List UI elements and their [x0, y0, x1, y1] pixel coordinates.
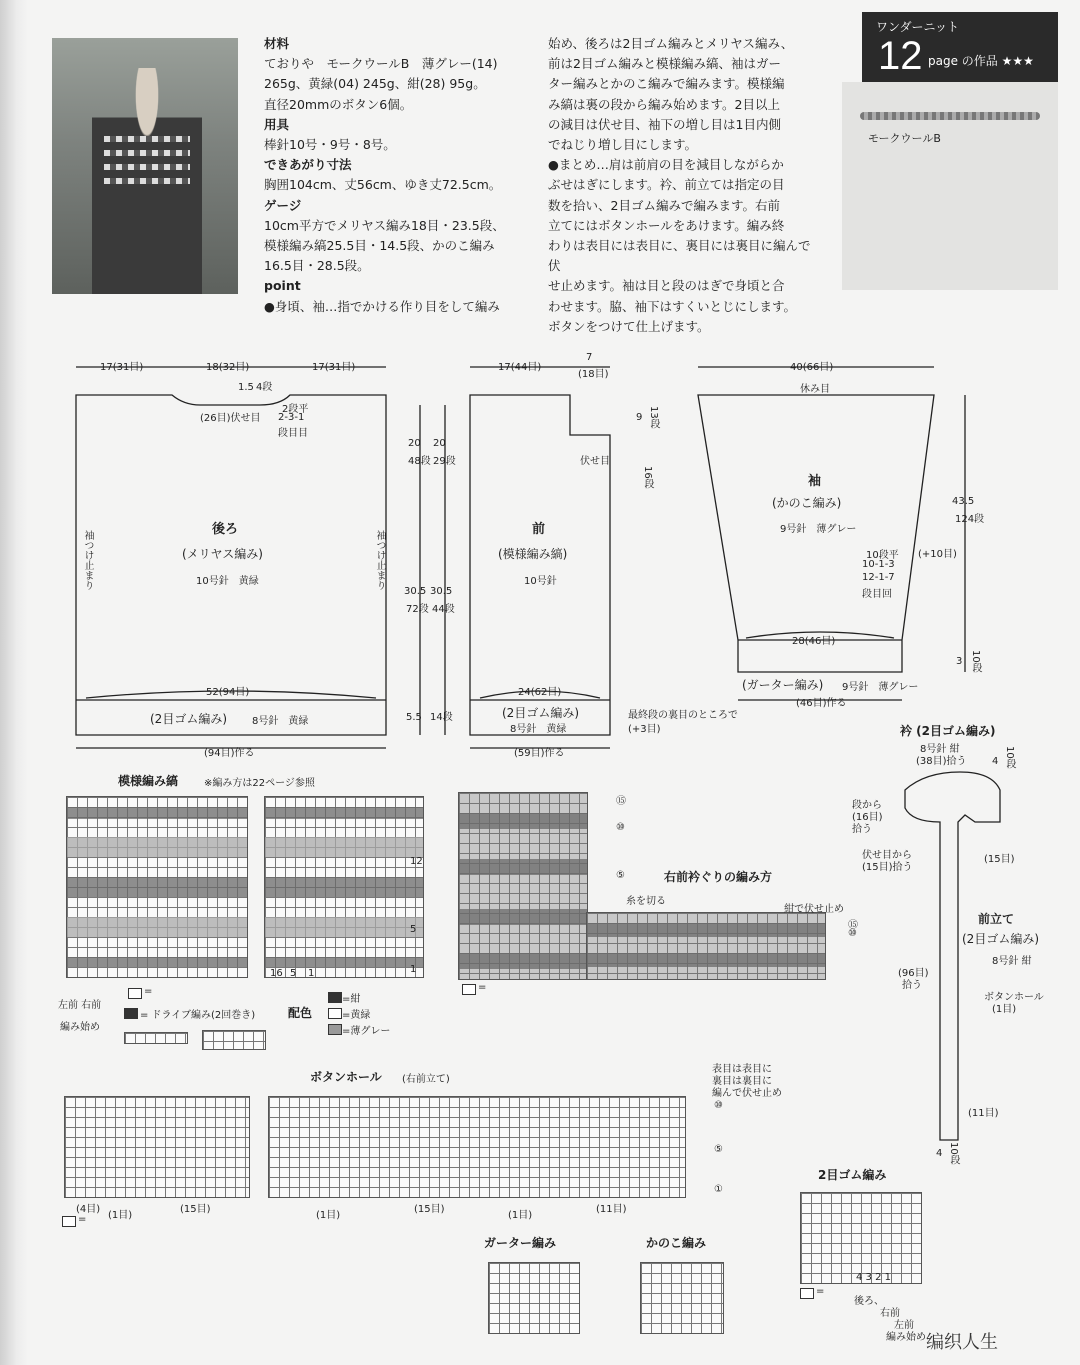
instruction-line: 用具 [264, 116, 290, 132]
stripe-chart-right [264, 796, 424, 978]
buttonhole-chart-right [268, 1096, 686, 1198]
instruction-line: ボタンをつけて仕上げます。 [548, 318, 710, 334]
front-title: 前 [532, 522, 546, 537]
page-number: 12 [878, 34, 923, 78]
sleeve-title: 袖 [808, 474, 822, 489]
neck-chart-title: 右前衿ぐりの編み方 [664, 870, 773, 884]
instruction-line: 直径20mmのボタン6個。 [264, 96, 413, 112]
instruction-line: ぶせはぎにします。衿、前立ては指定の目 [548, 177, 785, 193]
instruction-line: せ止めます。袖は目と段のはぎで身頃と合 [548, 278, 785, 294]
instruction-line: 棒針10号・9号・8号。 [264, 137, 396, 153]
instruction-line: ておりや モークウールB 薄グレー(14) [264, 56, 498, 72]
instruction-line: の減目は伏せ目、袖下の増し目は1目内側 [548, 116, 781, 132]
kanoko-chart [640, 1262, 724, 1334]
back-title: 後ろ [212, 522, 239, 537]
instruction-line: ター編みとかのこ編みで編みます。模様編 [548, 76, 785, 92]
instruction-line: 模様編み縞25.5目・14.5段、かのこ編み [264, 238, 495, 254]
neck-chart-lower [586, 912, 826, 980]
buttonhole-chart-title: ボタンホール [310, 1070, 382, 1084]
instruction-line: 16.5目・28.5段。 [264, 258, 370, 274]
instruction-line: わせます。脇、袖下はすくいとじにします。 [548, 298, 797, 314]
instruction-line: 材料 [264, 36, 290, 51]
watermark: 编织人生 [926, 1332, 998, 1353]
page-suffix: page の作品 ★★★ [928, 54, 1034, 68]
instruction-line: ゲージ [264, 197, 302, 213]
legend-cable [124, 1032, 188, 1044]
instruction-line: でねじり増し目にします。 [548, 137, 698, 153]
stripe-chart-title: 模様編み縞 [118, 774, 179, 788]
kanoko-title: かのこ編み [646, 1236, 707, 1250]
instruction-line: 前は2目ゴム編みと模様編み縞、袖はガー [548, 56, 781, 72]
instruction-line: み縞は裏の段から編み始めます。2目以上 [548, 96, 780, 112]
instruction-line: point [264, 278, 301, 294]
rib-title: 2目ゴム編み [818, 1168, 887, 1182]
instruction-line: 数を拾い、2目ゴム編みで編みます。右前 [548, 197, 780, 213]
legend-drive-box [124, 1008, 138, 1019]
legend-knit-box [128, 988, 142, 999]
instruction-line: 10cm平方でメリヤス編み18目・23.5段、 [264, 217, 505, 233]
yarn-label: モークウールB [868, 132, 941, 145]
instruction-line: ●身頃、袖…指でかける作り目をして編み [264, 298, 500, 314]
instruction-line: 立てにはボタンホールをあけます。編み終 [548, 217, 785, 233]
stripe-chart-left [66, 796, 248, 978]
garter-chart [488, 1262, 580, 1334]
instruction-line: できあがり寸法 [264, 157, 352, 173]
instruction-line: 265g、黄緑(04) 245g、紺(28) 95g。 [264, 76, 486, 92]
buttonhole-chart-left [64, 1096, 250, 1198]
color-title: 配色 [288, 1006, 313, 1020]
rib-chart [800, 1192, 922, 1284]
instruction-line: ●まとめ…肩は前肩の目を減目しながらか [548, 157, 784, 173]
garter-title: ガーター編み [484, 1236, 557, 1250]
instruction-line: 胸囲104cm、丈56cm、ゆき丈72.5cm。 [264, 177, 502, 193]
instruction-line: 始め、後ろは2目ゴム編みとメリヤス編み、 [548, 36, 794, 51]
magazine-name: ワンダーニット [876, 20, 960, 34]
legend-cable-2 [202, 1030, 266, 1050]
instruction-line: わりは表目には表目に、裏目には裏目に編んで伏 [548, 238, 811, 274]
neck-chart-upper [458, 792, 588, 980]
collar-title: 衿 (2目ゴム編み) [900, 724, 996, 738]
pattern-page: ワンダーニット 12 page の作品 ★★★ モークウールB 材料 ておりや モークウールB 薄グレー(14) 265g、黄緑(04) 245g、紺(28) 95g。 直径20mmのボタン6個。 用具 棒針10号・9号・8号。 できあがり寸法 胸囲104cm、丈56cm、ゆき丈72.5cm。 ゲージ 10cm平方でメリヤス編み18目・23.5段、 模様編み縞25.5目・14.5段、かのこ編み 16.5目・28.5段。 point ●身頃、袖…指でかける作り目をして編み 始め、後ろは2目ゴム編みとメリヤス編み、 前は2目ゴム編みと模様編み縞、袖はガー ター編みとかのこ編みで編みます。模様編 み縞は裏の段から編み始めます。2目以上 の減目は伏せ目、袖下の増し目は1目内側 でねじり増し目にします。 ●まとめ…肩は前肩の目を減目しながらか ぶせはぎにします。衿、前立ては指定の目 数を拾い、2目ゴム編みで編みます。右前 立てにはボタンホールをあけます。編み終 わりは表目には表目に、裏目には裏目に編んで伏 せ止めます。袖は目と段のはぎで身頃と合 わせます。脇、袖下はすくいとじにします。 ボタンをつけて仕上げます。 17(31目) 18(32目) 17(31目) 1.5 4段 (26目)伏せ目 2段平 2-3-1 段目目 後ろ (メリヤス編み) 10号針 黄緑 袖つけ止まり 袖つけ止まり 20 48段 20 29段 30.5 72段 30.5 44段 5.5 14段 52(94目) (2目ゴム編み) 8号針 黄緑 (94目)作る 17(44目) 7 (18目) 9 13段 16段 伏せ目 前 (模様編み縞) 10号針 24(62目) (2目ゴム編み) 8号針 黄緑 (59目)作る 最終段の裏目のところで (+3目) 40(66目) 休み目 袖 (かのこ編み) 9号針 薄グレー 10段平 10-1-3 12-1-7 段目回 43.5 124段 (+10目) 28(46目) (ガーター編み) 9号針 薄グレー (46目)作る 3 10段 衿 (2目ゴム編み) 8号針 紺 (38目)拾う 4 10段 段から (16目) 拾う 伏せ目から (15目)拾う (15目) 前立て (2目ゴム編み) 8号針 紺 (96目) 拾う ボタンホール (1目) (11目) 4 10段 模様編み縞 ※編み方は22ページ参照 16 5 1 12 5 1 左前 右前 編み始め = = ドライブ編み(2回巻き) 配色 =紺 =黄緑 =薄グレー ⑮ ⑩ ⑤ ⑮ ⑩ 右前衿ぐりの編み方 糸を切る 紺で伏せ止め = ボタンホール (右前立て) 表目は表目に 裏目は裏目に 編んで伏せ止め ⑩ ⑤ ① (4目) (1目) (15目) (1目) (15目) (1目) (11目) = ガーター編み かのこ編み 2目ゴム編み 4 3 2 1 後ろ、 右前 左前 編み始め = 编织人生 [0, 0, 1080, 1365]
